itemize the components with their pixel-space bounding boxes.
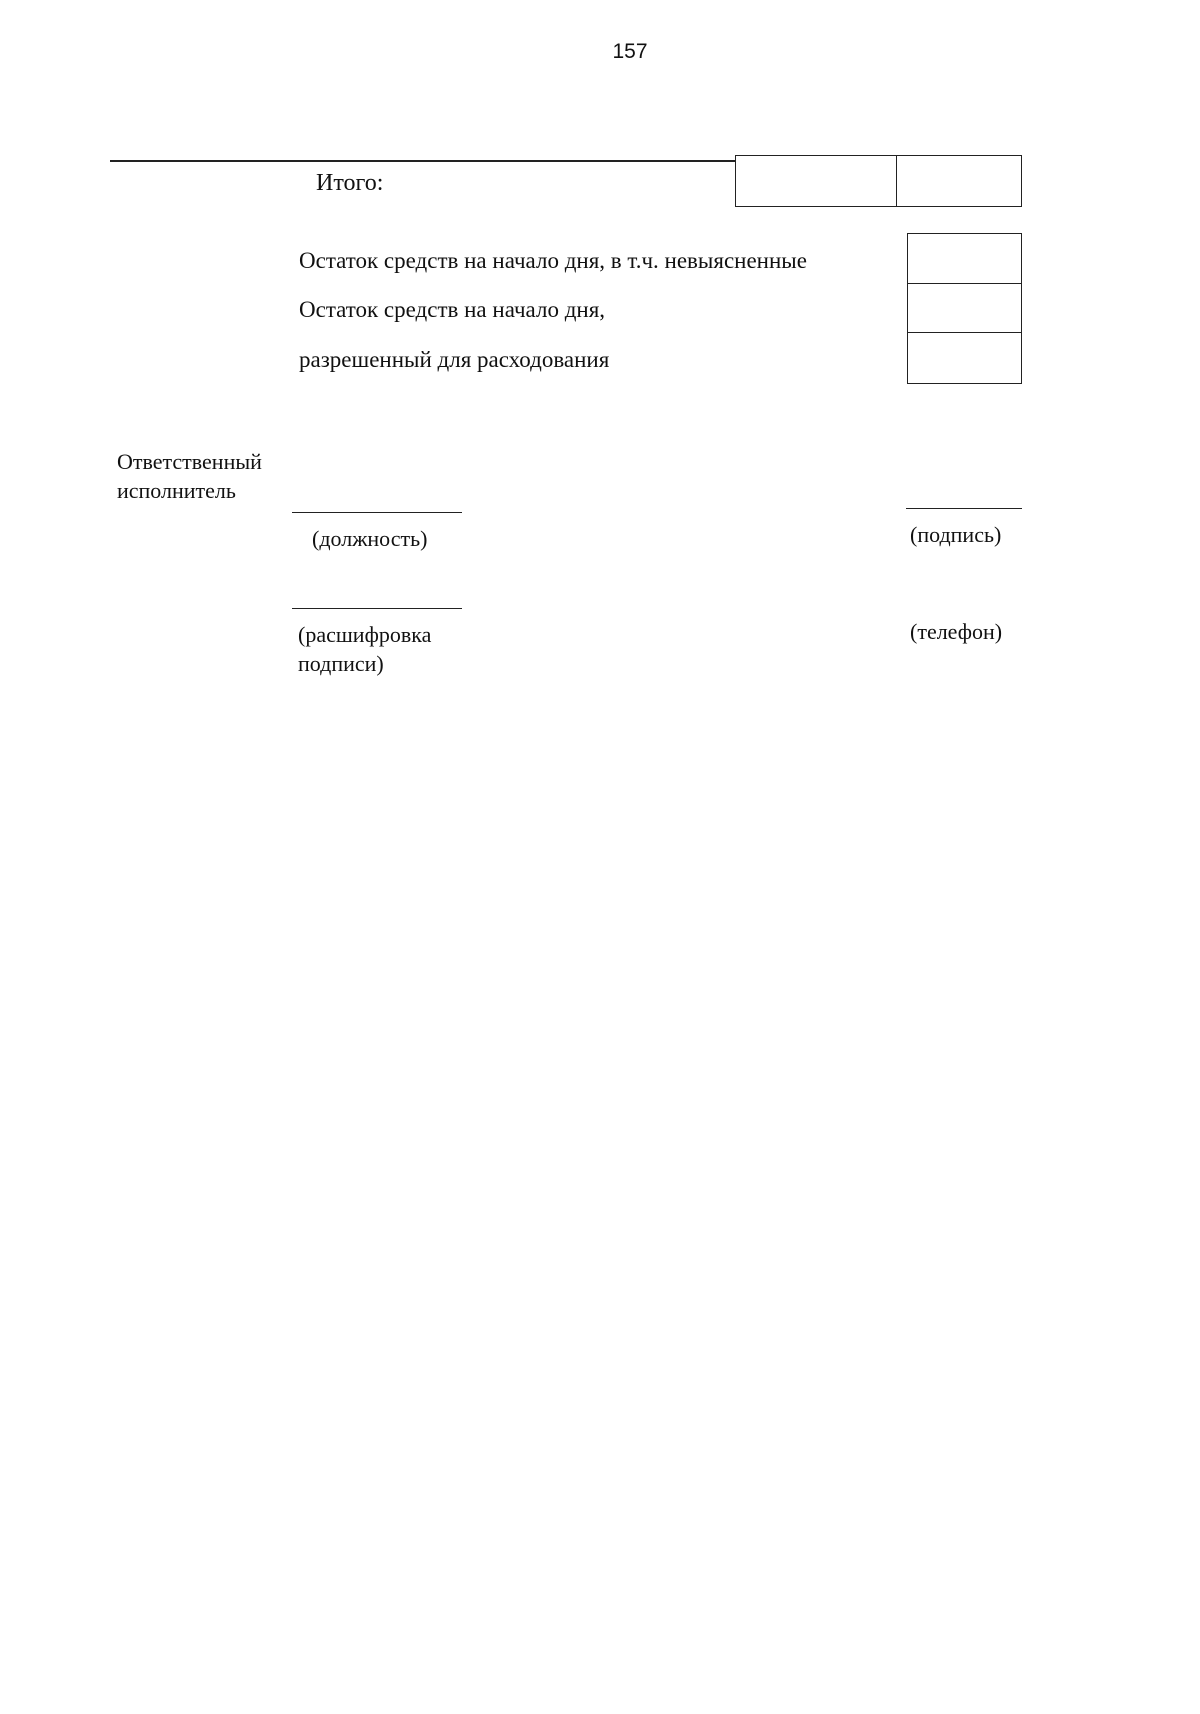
balance-start-allowed-label-continued: разрешенный для расходования [299, 347, 610, 372]
signature-decode-caption: (расшифровка подписи) [298, 622, 432, 676]
balance-start-unclarified-label: Остаток средств на начало дня, в т.ч. невыясненные [299, 248, 807, 273]
balance-value-cell-2 [907, 283, 1022, 334]
total-value-cell-1 [735, 155, 898, 207]
position-signature-line [292, 512, 462, 513]
table-top-rule [110, 160, 735, 162]
total-value-cell-2 [896, 155, 1022, 207]
total-label: Итого: [316, 170, 384, 196]
signature-decode-line [292, 608, 462, 609]
balance-value-cell-3 [907, 332, 1022, 384]
page-number: 157 [612, 40, 648, 63]
position-caption: (должность) [312, 526, 428, 551]
signature-caption: (подпись) [910, 522, 1002, 547]
phone-caption: (телефон) [910, 619, 1003, 644]
balance-start-allowed-label: Остаток средств на начало дня, [299, 297, 606, 322]
responsible-executor-label: Ответственный исполнитель [117, 449, 262, 503]
balance-value-cell-1 [907, 233, 1022, 285]
signature-line [906, 508, 1022, 509]
